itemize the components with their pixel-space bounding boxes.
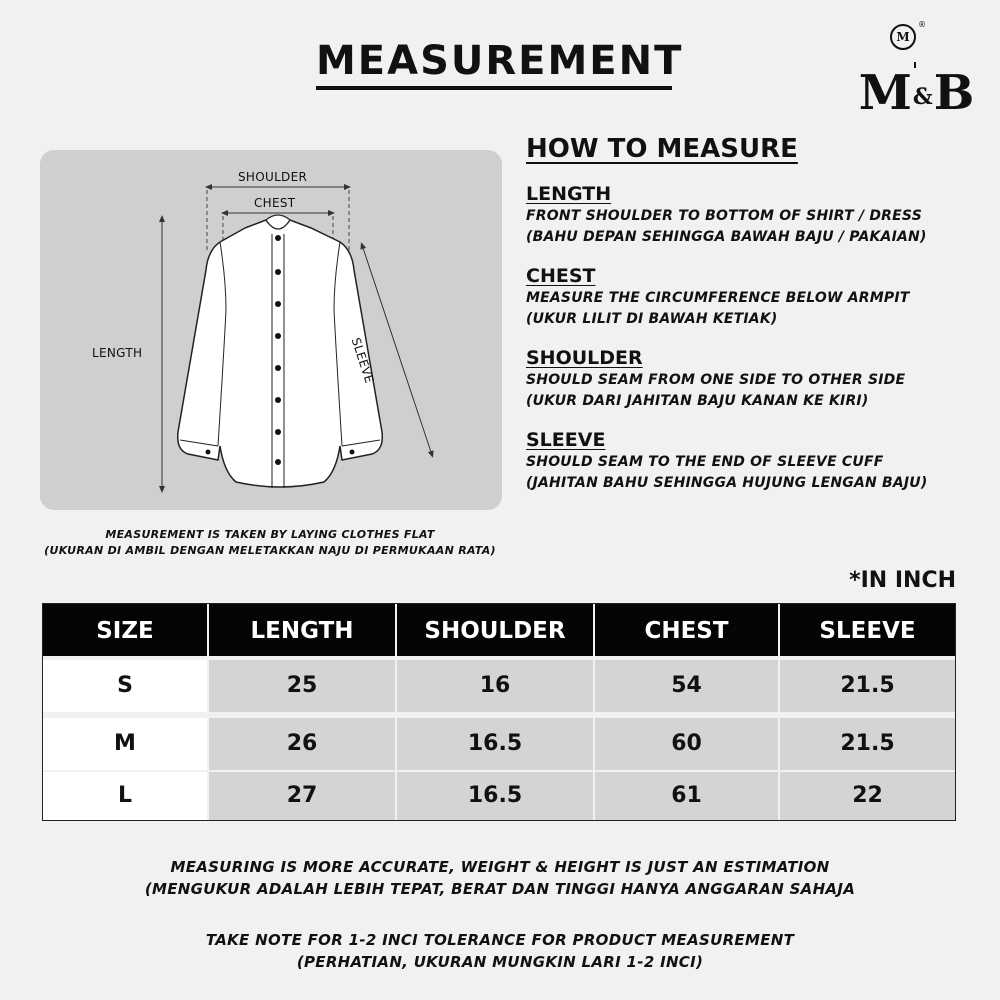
header-chest: CHEST (644, 618, 729, 644)
cell-length: 27 (209, 772, 395, 820)
how-to-measure (526, 132, 986, 510)
section-heading: CHEST (526, 265, 596, 287)
table-row (43, 772, 955, 820)
accuracy-note (60, 856, 940, 900)
cell-sleeve: 22 (780, 772, 955, 820)
how-to-measure-title: HOW TO MEASURE (526, 134, 798, 164)
section-length (526, 182, 986, 248)
cell-chest: 61 (595, 772, 778, 820)
unit-note: *IN INCH (849, 568, 956, 593)
flat-note-line2: (UKURAN DI AMBIL DENGAN MELETAKKAN NAJU DI PERMUKAAN RATA) (44, 544, 496, 557)
table-header (43, 604, 955, 656)
cell-sleeve: 21.5 (780, 660, 955, 712)
header-sleeve: SLEEVE (819, 618, 916, 644)
section-line: MEASURE THE CIRCUMFERENCE BELOW ARMPIT (526, 290, 910, 306)
page-title: MEASUREMENT (316, 38, 684, 84)
size-table (42, 603, 956, 821)
cell-chest: 60 (595, 718, 778, 770)
tolerance-note (60, 929, 940, 973)
cell-sleeve: 21.5 (780, 718, 955, 770)
logo-ampersand: & (912, 83, 932, 110)
tolerance-note-line1: TAKE NOTE FOR 1-2 INCI TOLERANCE FOR PRODUCT MEASUREMENT (205, 931, 795, 949)
label-shoulder: SHOULDER (238, 170, 308, 184)
cell-length: 26 (209, 718, 395, 770)
table-row (43, 718, 955, 770)
section-chest (526, 264, 986, 330)
section-line: (UKUR LILIT DI BAWAH KETIAK) (526, 311, 778, 327)
section-shoulder (526, 346, 986, 412)
cell-shoulder: 16.5 (397, 718, 593, 770)
flat-note-line1: MEASUREMENT IS TAKEN BY LAYING CLOTHES FLAT (105, 528, 435, 541)
section-heading: SHOULDER (526, 347, 643, 369)
label-length: LENGTH (92, 346, 143, 360)
logo-letter-b: B (933, 65, 974, 121)
section-line: SHOULD SEAM FROM ONE SIDE TO OTHER SIDE (526, 372, 906, 388)
label-sleeve: SLEEVE (348, 336, 377, 386)
brand-logo (846, 20, 986, 120)
logo-emblem-icon: M (890, 24, 916, 50)
accuracy-note-line1: MEASURING IS MORE ACCURATE, WEIGHT & HEIGHT IS JUST AN ESTIMATION (170, 858, 830, 876)
section-line: SHOULD SEAM TO THE END OF SLEEVE CUFF (526, 454, 884, 470)
cell-shoulder: 16 (397, 660, 593, 712)
title-underline (316, 86, 672, 90)
registered-mark: ® (918, 20, 926, 29)
section-heading: LENGTH (526, 183, 612, 205)
section-line: (BAHU DEPAN SEHINGGA BAWAH BAJU / PAKAIAN) (526, 229, 927, 245)
cell-size: L (43, 772, 207, 820)
accuracy-note-line2: (MENGUKUR ADALAH LEBIH TEPAT, BERAT DAN TINGGI HANYA ANGGARAN SAHAJA (144, 880, 856, 898)
section-line: (JAHITAN BAHU SEHINGGA HUJUNG LENGAN BAJU) (526, 475, 928, 491)
header-size: SIZE (96, 618, 154, 644)
section-sleeve (526, 428, 986, 494)
section-line: FRONT SHOULDER TO BOTTOM OF SHIRT / DRESS (526, 208, 922, 224)
cell-length: 25 (209, 660, 395, 712)
section-line: (UKUR DARI JAHITAN BAJU KANAN KE KIRI) (526, 393, 869, 409)
tolerance-note-line2: (PERHATIAN, UKURAN MUNGKIN LARI 1-2 INCI) (296, 953, 704, 971)
flat-measure-note (20, 527, 520, 559)
cell-size: M (43, 718, 207, 770)
logo-letter-m: M (858, 65, 911, 121)
header-length: LENGTH (250, 618, 354, 644)
section-heading: SLEEVE (526, 429, 606, 451)
cell-shoulder: 16.5 (397, 772, 593, 820)
cell-chest: 54 (595, 660, 778, 712)
table-row (43, 660, 955, 712)
label-chest: CHEST (254, 196, 296, 210)
logo-wordmark (846, 65, 986, 122)
header-shoulder: SHOULDER (424, 618, 566, 644)
cell-size: S (43, 660, 207, 712)
shirt-diagram-panel (40, 150, 502, 510)
